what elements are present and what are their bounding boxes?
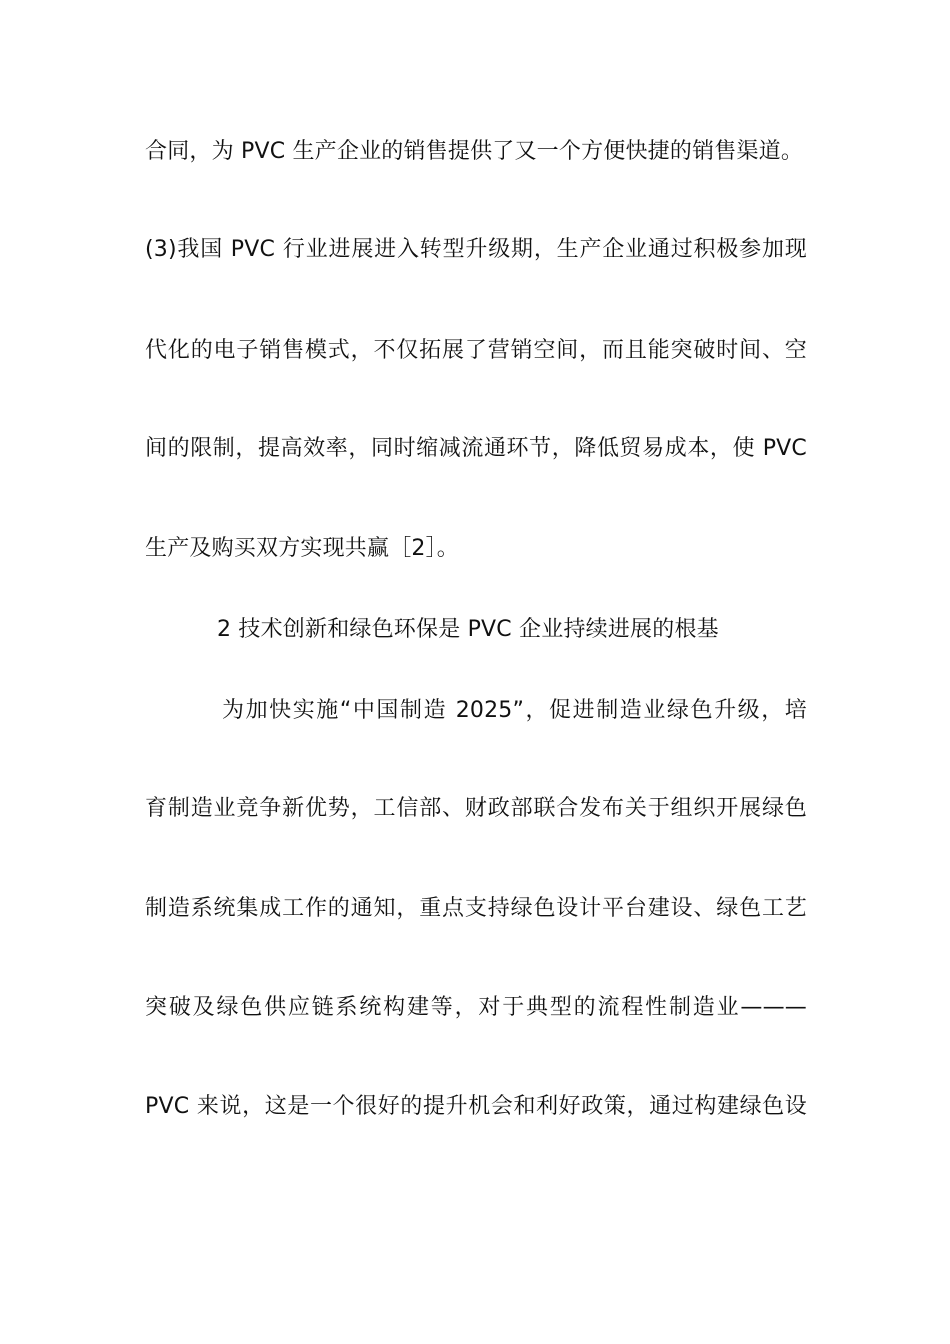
paragraph-line-1: 合同，为 PVC 生产企业的销售提供了又一个方便快捷的销售渠道。: [145, 139, 804, 164]
section-heading: 2 技术创新和绿色环保是 PVC 企业持续进展的根基: [217, 617, 719, 642]
paragraph-line-7: 育制造业竞争新优势，工信部、财政部联合发布关于组织开展绿色: [145, 796, 807, 821]
paragraph-line-10: PVC 来说，这是一个很好的提升机会和利好政策，通过构建绿色设: [145, 1094, 807, 1119]
paragraph-line-4: 间的限制，提高效率，同时缩减流通环节，降低贸易成本，使 PVC: [145, 436, 807, 461]
paragraph-line-5: 生产及购买双方实现共赢［2］。: [145, 536, 459, 561]
paragraph-line-8: 制造系统集成工作的通知，重点支持绿色设计平台建设、绿色工艺: [145, 896, 807, 921]
paragraph-line-9: 突破及绿色供应链系统构建等，对于典型的流程性制造业———: [145, 995, 807, 1020]
paragraph-line-6: 为加快实施“中国制造 2025”，促进制造业绿色升级，培: [222, 698, 807, 723]
paragraph-line-3: 代化的电子销售模式，不仅拓展了营销空间，而且能突破时间、空: [145, 338, 807, 363]
paragraph-line-2: (3)我国 PVC 行业进展进入转型升级期，生产企业通过积极参加现: [145, 237, 807, 262]
